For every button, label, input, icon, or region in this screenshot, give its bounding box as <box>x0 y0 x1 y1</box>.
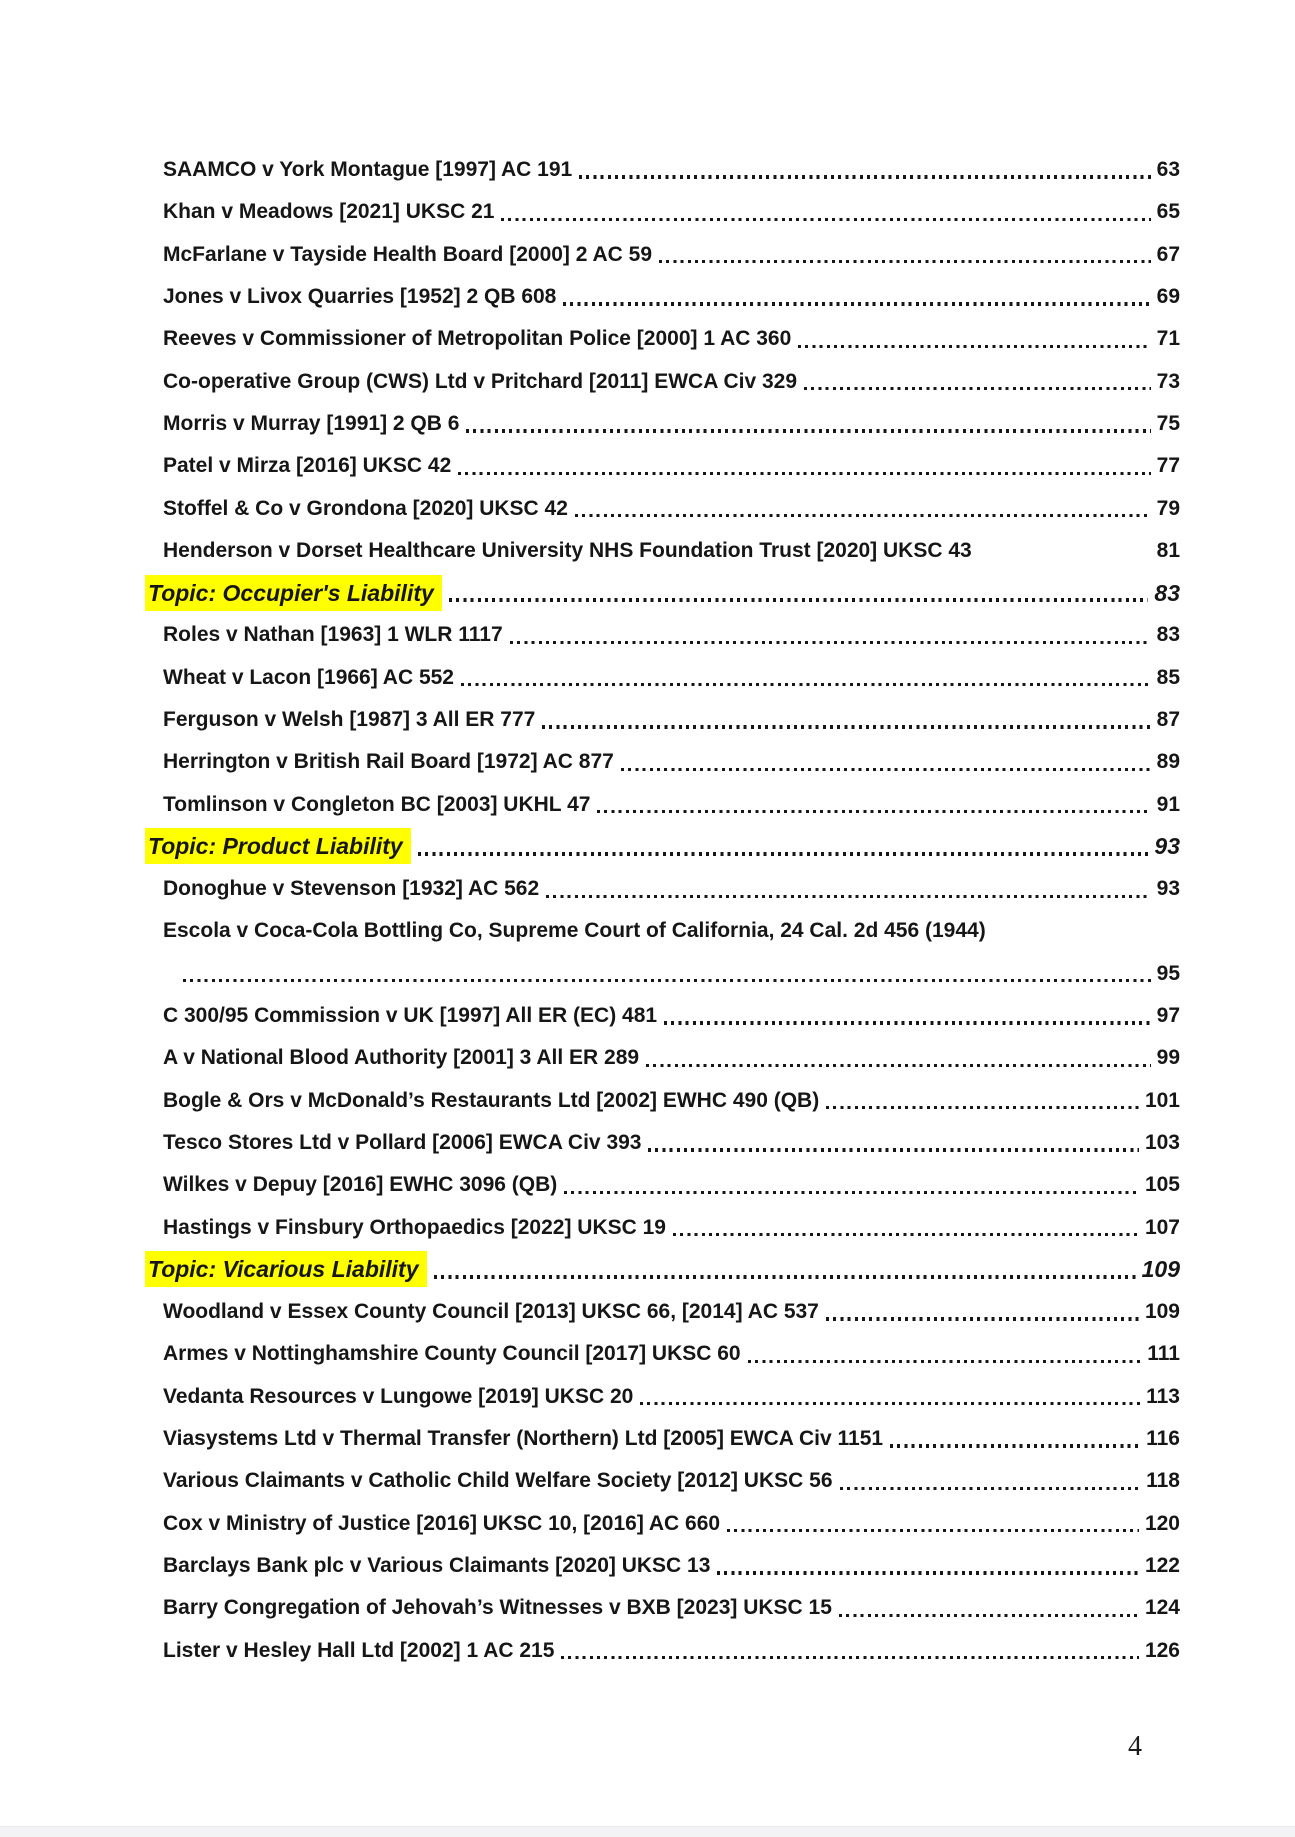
toc-entry-title: C 300/95 Commission v UK [1997] All ER (EC) 481 <box>163 1004 658 1028</box>
dot-leader <box>798 345 1150 348</box>
toc-entry-page: 118 <box>1146 1469 1180 1493</box>
toc-entry-title: Lister v Hesley Hall Ltd [2002] 1 AC 215 <box>163 1638 555 1662</box>
toc-entry <box>148 910 1180 952</box>
dot-leader <box>575 514 1151 517</box>
toc-entry-page: 65 <box>1156 200 1180 224</box>
toc-entry-page: 83 <box>1156 623 1180 647</box>
dot-leader <box>646 1064 1151 1067</box>
toc-entry-title: Vedanta Resources v Lungowe [2019] UKSC 20 <box>163 1384 634 1408</box>
toc-entry-page: 105 <box>1144 1173 1180 1197</box>
toc-entry <box>148 1460 1180 1502</box>
toc-entry-page: 91 <box>1156 792 1180 816</box>
toc-entry <box>148 487 1180 529</box>
toc-entry <box>148 276 1180 318</box>
dot-leader <box>466 429 1150 432</box>
toc-entry-title: Escola v Coca-Cola Bottling Co, Supreme Court of California, 24 Cal. 2d 456 (1944) <box>163 919 986 943</box>
dot-leader <box>546 895 1150 898</box>
toc-entry <box>148 1418 1180 1460</box>
toc-entry-title: Tomlinson v Congleton BC [2003] UKHL 47 <box>163 792 591 816</box>
toc-entry-page: 69 <box>1156 285 1180 309</box>
toc-entry-title: Cox v Ministry of Justice [2016] UKSC 10, [2016] AC 660 <box>163 1511 721 1535</box>
toc-entry-title: Henderson v Dorset Healthcare University NHS Foundation Trust [2020] UKSC 43 <box>163 538 972 562</box>
toc-entry-title: Hastings v Finsbury Orthopaedics [2022] UKSC 19 <box>163 1215 666 1239</box>
highlighted-text: Topic: Vicarious Liability <box>145 1251 427 1287</box>
toc-entry <box>148 149 1180 191</box>
toc-entry-page: 83 <box>1154 579 1180 606</box>
dot-leader <box>673 1233 1139 1236</box>
dot-leader <box>839 1614 1139 1617</box>
toc-entry-title: Barclays Bank plc v Various Claimants [2020] UKSC 13 <box>163 1553 711 1577</box>
dot-leader <box>727 1529 1139 1532</box>
toc-entry-title: Barry Congregation of Jehovah’s Witnesses v BXB [2023] UKSC 15 <box>163 1596 832 1620</box>
toc-entry-page: 63 <box>1156 158 1180 182</box>
toc-entry <box>148 741 1180 783</box>
toc-topic-heading <box>148 572 1180 614</box>
toc-entry-title: Viasystems Ltd v Thermal Transfer (Northern) Ltd [2005] EWCA Civ 1151 <box>163 1427 884 1451</box>
toc-topic-title <box>148 580 442 607</box>
toc-entry <box>148 1164 1180 1206</box>
toc-entry <box>148 783 1180 825</box>
dot-leader <box>717 1571 1139 1574</box>
dot-leader <box>640 1402 1140 1405</box>
dot-leader <box>664 1021 1151 1024</box>
toc-entry-title: Herrington v British Rail Board [1972] AC 877 <box>163 750 614 774</box>
toc-entry-page: 103 <box>1144 1130 1180 1154</box>
dot-leader <box>563 302 1150 305</box>
toc-entry-page: 95 <box>1156 961 1180 985</box>
toc-entry-title: Wheat v Lacon [1966] AC 552 <box>163 665 454 689</box>
toc-entry-title: Tesco Stores Ltd v Pollard [2006] EWCA Civ 393 <box>163 1130 642 1154</box>
toc-entry-page: 81 <box>1156 538 1180 562</box>
toc-entry-page: 107 <box>1144 1215 1180 1239</box>
toc-entry-title: Stoffel & Co v Grondona [2020] UKSC 42 <box>163 496 568 520</box>
toc-entry-page: 109 <box>1144 1300 1180 1324</box>
toc-entry <box>148 234 1180 276</box>
page-bottom-edge <box>0 1826 1295 1837</box>
toc-entry-title: Roles v Nathan [1963] 1 WLR 1117 <box>163 623 503 647</box>
dot-leader <box>418 852 1149 855</box>
toc-entry-page: 99 <box>1156 1046 1180 1070</box>
dot-leader <box>434 1275 1136 1278</box>
toc-entry <box>148 1503 1180 1545</box>
dot-leader <box>461 683 1151 686</box>
toc-entry-title: Co-operative Group (CWS) Ltd v Pritchard [2011] EWCA Civ 329 <box>163 369 797 393</box>
toc-entry <box>148 868 1180 910</box>
dot-leader <box>840 1487 1141 1490</box>
toc-entry-page: 77 <box>1156 454 1180 478</box>
toc-entry <box>148 1291 1180 1333</box>
toc-entry-title: Morris v Murray [1991] 2 QB 6 <box>163 411 460 435</box>
toc-entry <box>148 318 1180 360</box>
toc-entry <box>148 1333 1180 1375</box>
dot-leader <box>748 1360 1142 1363</box>
dot-leader <box>826 1106 1139 1109</box>
dot-leader <box>183 979 1151 982</box>
toc-topic-title <box>148 1256 427 1283</box>
toc-entry-page: 124 <box>1144 1596 1180 1620</box>
dot-leader <box>510 641 1151 644</box>
toc-topic-heading <box>148 826 1180 868</box>
dot-leader <box>501 218 1150 221</box>
toc-topic-title <box>148 833 411 860</box>
toc-entry-title: Patel v Mirza [2016] UKSC 42 <box>163 454 452 478</box>
dot-leader <box>458 472 1150 475</box>
toc-entry <box>148 1587 1180 1629</box>
toc-entry <box>148 657 1180 699</box>
toc-entry-page: 97 <box>1156 1004 1180 1028</box>
toc-entry-page: 93 <box>1156 877 1180 901</box>
dot-leader <box>579 175 1150 178</box>
dot-leader <box>890 1444 1140 1447</box>
toc-entry-title: Armes v Nottinghamshire County Council [2017] UKSC 60 <box>163 1342 741 1366</box>
toc-entry-page: 79 <box>1156 496 1180 520</box>
toc-entry-title: A v National Blood Authority [2001] 3 All ER 289 <box>163 1046 640 1070</box>
toc-entry-page: 116 <box>1146 1427 1180 1451</box>
dot-leader <box>561 1656 1139 1659</box>
toc-entry-page: 89 <box>1156 750 1180 774</box>
toc-entry <box>148 699 1180 741</box>
dot-leader <box>979 556 1151 559</box>
toc-entry-page: 75 <box>1156 411 1180 435</box>
toc-entry <box>148 995 1180 1037</box>
toc-entry-page: 67 <box>1156 242 1180 266</box>
dot-leader <box>659 260 1151 263</box>
toc-entry <box>148 530 1180 572</box>
toc-entry-title: Jones v Livox Quarries [1952] 2 QB 608 <box>163 285 557 309</box>
dot-leader <box>621 768 1151 771</box>
toc-entry <box>148 614 1180 656</box>
toc-entry-page: 122 <box>1144 1553 1180 1577</box>
toc-entry-page: 93 <box>1154 833 1180 860</box>
toc-entry-page: 113 <box>1146 1384 1180 1408</box>
toc-entry <box>148 360 1180 402</box>
toc-entry-title: Khan v Meadows [2021] UKSC 21 <box>163 200 495 224</box>
toc-entry-page: 101 <box>1144 1088 1180 1112</box>
toc-entry-page: 85 <box>1156 665 1180 689</box>
toc-entry <box>148 1206 1180 1248</box>
dot-leader <box>542 725 1150 728</box>
toc-entry <box>148 1545 1180 1587</box>
dot-leader <box>564 1191 1139 1194</box>
toc-entry-title: Woodland v Essex County Council [2013] UKSC 66, [2014] AC 537 <box>163 1300 819 1324</box>
toc-entry-page: 71 <box>1156 327 1180 351</box>
toc-entry-title: McFarlane v Tayside Health Board [2000] 2 AC 59 <box>163 242 653 266</box>
highlighted-text: Topic: Product Liability <box>145 828 411 864</box>
toc-entry-title: Various Claimants v Catholic Child Welfare Society [2012] UKSC 56 <box>163 1469 833 1493</box>
toc-entry-title: Bogle & Ors v McDonald’s Restaurants Ltd [2002] EWHC 490 (QB) <box>163 1088 820 1112</box>
toc-entry-title: SAAMCO v York Montague [1997] AC 191 <box>163 158 573 182</box>
toc-entry <box>148 1376 1180 1418</box>
dot-leader <box>597 810 1150 813</box>
toc-entry <box>148 1080 1180 1122</box>
toc-entry-page: 87 <box>1156 708 1180 731</box>
toc-entry <box>148 1629 1180 1671</box>
dot-leader <box>449 598 1149 601</box>
dot-leader <box>826 1317 1139 1320</box>
toc-entry-continuation <box>148 953 1180 995</box>
dot-leader <box>804 387 1151 390</box>
footer-page-number: 4 <box>1128 1731 1142 1762</box>
toc-entry-page: 120 <box>1144 1511 1180 1535</box>
toc-entry-title: Donoghue v Stevenson [1932] AC 562 <box>163 877 540 901</box>
toc-entry <box>148 445 1180 487</box>
toc-entry <box>148 403 1180 445</box>
toc-topic-heading <box>148 1249 1180 1291</box>
dot-leader <box>648 1148 1138 1151</box>
toc-entry <box>148 1122 1180 1164</box>
table-of-contents <box>148 149 1180 1672</box>
toc-entry-title: Ferguson v Welsh [1987] 3 All ER 777 <box>163 708 536 731</box>
toc-entry-page: 73 <box>1156 369 1180 393</box>
toc-entry <box>148 191 1180 233</box>
toc-entry <box>148 1037 1180 1079</box>
highlighted-text: Topic: Occupier's Liability <box>145 575 442 611</box>
toc-entry-title: Wilkes v Depuy [2016] EWHC 3096 (QB) <box>163 1173 558 1197</box>
toc-entry-page: 126 <box>1144 1638 1180 1662</box>
toc-entry-page: 109 <box>1141 1256 1180 1283</box>
toc-entry-title: Reeves v Commissioner of Metropolitan Police [2000] 1 AC 360 <box>163 327 792 351</box>
toc-entry-page: 111 <box>1147 1342 1180 1366</box>
